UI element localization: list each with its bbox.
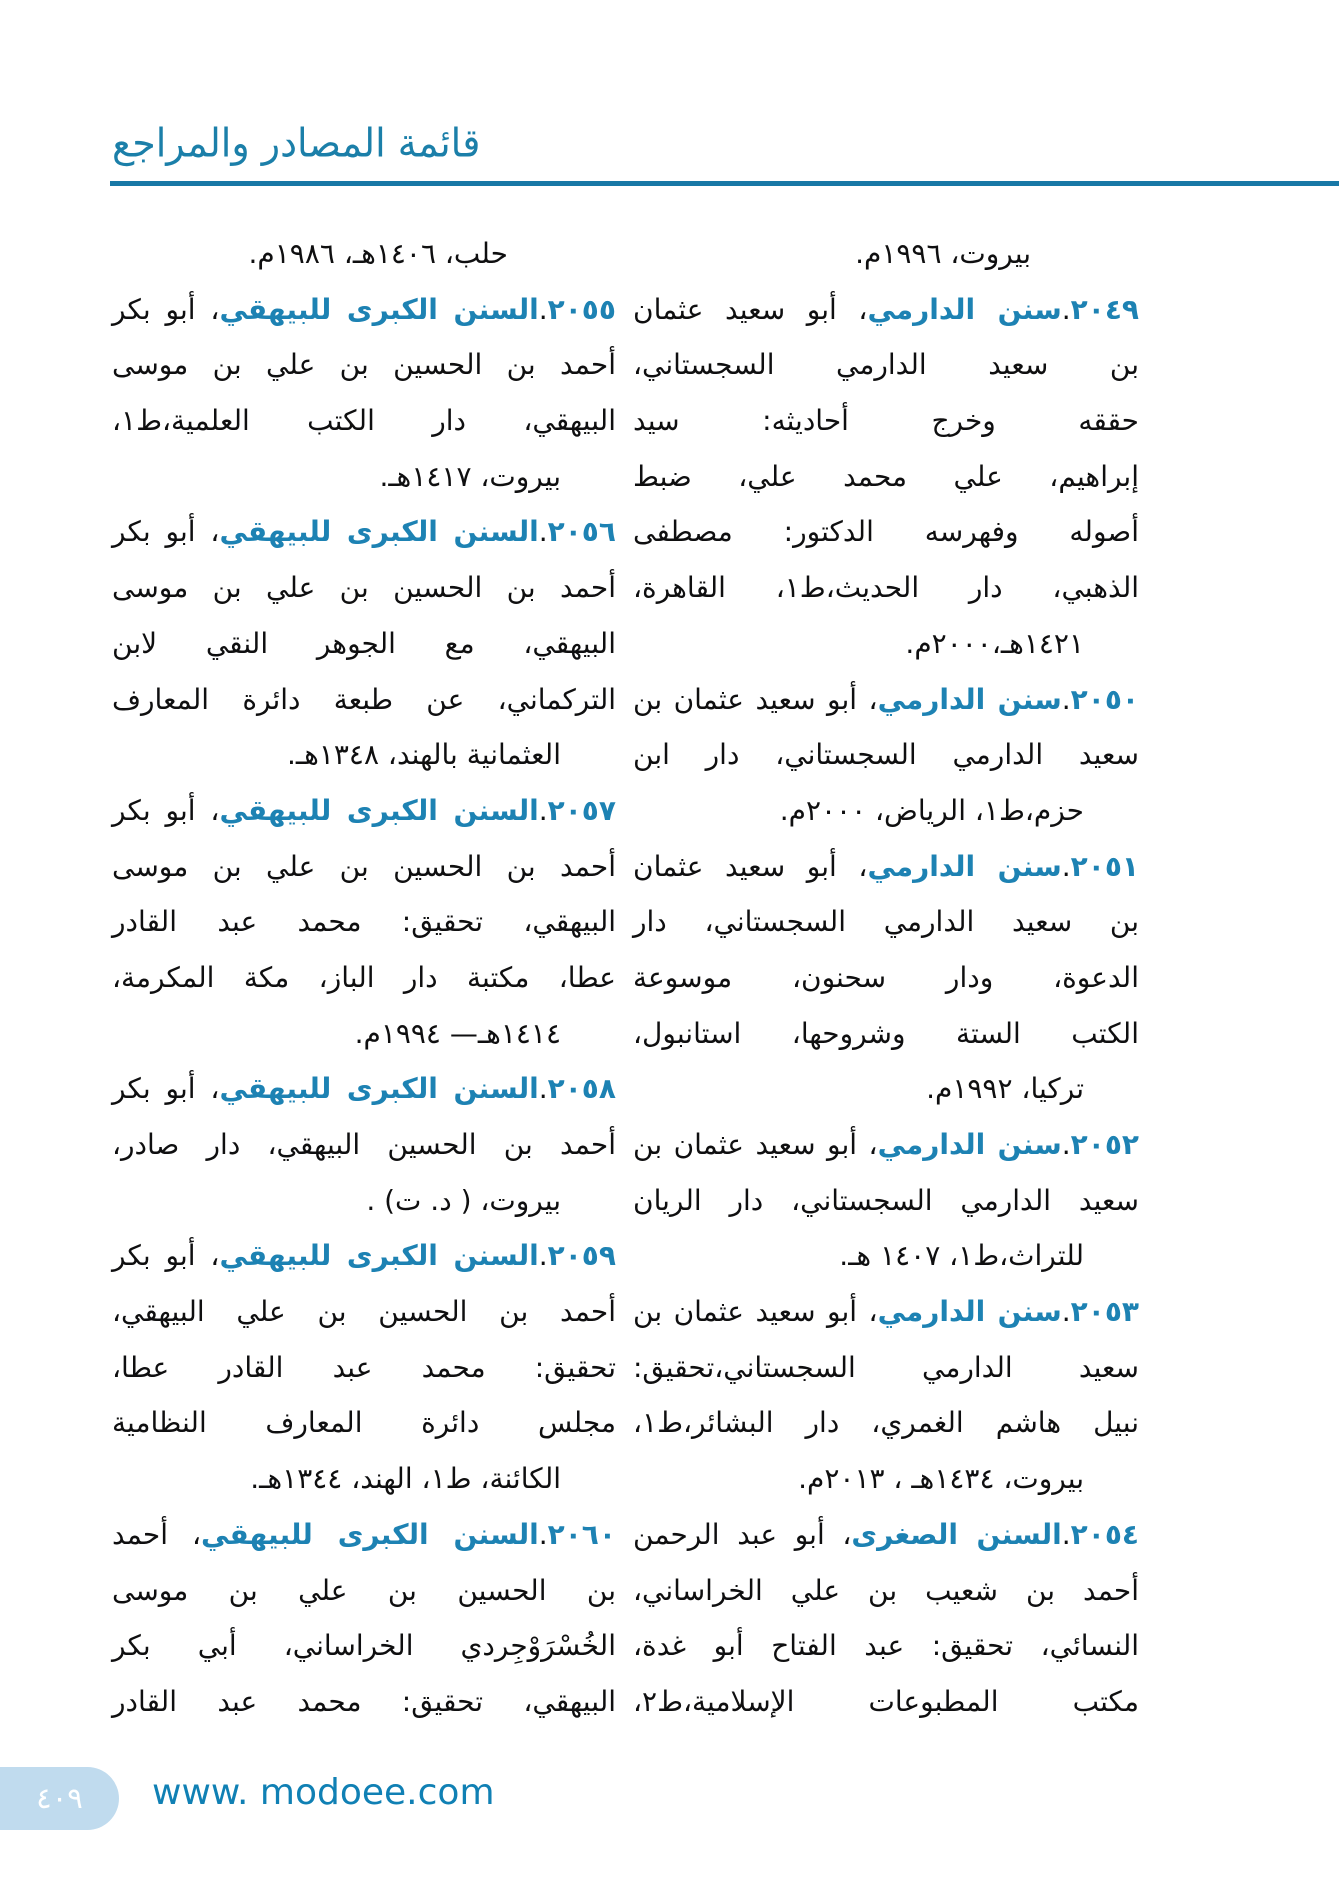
bib-text-line: ١٤٢١هـ،٢٠٠٠م. — [905, 626, 1084, 660]
entry-author-tail: ، أبو سعيد عثمان بن — [633, 1128, 878, 1161]
bib-text-line: بيروت، ١٤٣٤هـ ، ٢٠١٣م. — [798, 1462, 1084, 1496]
entry-author-tail: ، أبو سعيد عثمان بن — [633, 682, 878, 716]
entry-separator: . — [1061, 1517, 1071, 1551]
bib-text-line: الذهبي، دار الحديث،ط١، القاهرة، — [633, 571, 1140, 605]
bib-text-line: بن سعيد الدارمي السجستاني، دار — [633, 905, 1139, 939]
bib-entry-head-line — [633, 1117, 1139, 1173]
entry-author-tail: ، أبو بكر — [112, 1239, 220, 1273]
entry-author-tail: ، أبو بكر — [112, 292, 220, 326]
bib-text-line: للتراث،ط١، ١٤٠٧ هـ. — [839, 1239, 1084, 1273]
entry-separator: . — [1061, 682, 1071, 716]
bib-text-line: سعيد الدارمي السجستاني، دار الريان — [633, 1183, 1139, 1217]
bib-entry-head-line — [633, 1507, 1139, 1563]
bib-text-line: حلب، ١٤٠٦هـ، ١٩٨٦م. — [248, 237, 508, 270]
entry-title: سنن الدارمي — [877, 1295, 1062, 1329]
bib-text-line: حزم،ط١، الرياض، ٢٠٠٠م. — [779, 793, 1084, 827]
bib-text-line: بيروت، ١٩٩٦م. — [855, 237, 1031, 270]
entry-author-tail: ، أحمد — [112, 1517, 202, 1551]
bib-entry-head-line — [112, 504, 616, 560]
entry-author-tail: ، أبو بكر — [112, 793, 220, 827]
entry-author-tail: ، أبو سعيد عثمان بن — [633, 1295, 878, 1329]
entry-title: السنن الصغرى — [851, 1517, 1062, 1551]
bib-text-line: التركماني، عن طبعة دائرة المعارف — [112, 682, 616, 716]
entry-number: ٢٠٤٩ — [1070, 292, 1140, 326]
entry-number: ٢٠٦٠ — [547, 1517, 616, 1551]
entry-separator: . — [538, 515, 548, 549]
entry-number: ٢٠٥٤ — [1070, 1517, 1139, 1551]
entry-title: السنن الكبرى للبيهقي — [219, 793, 539, 827]
bib-text-line: العثمانية بالهند، ١٣٤٨هـ. — [286, 738, 561, 772]
bib-text-line: أحمد بن الحسين بن علي بن موسى — [112, 571, 616, 605]
header-divider-rule — [110, 181, 1339, 186]
bib-text-line: الكتب الستة وشروحها، استانبول، — [633, 1016, 1139, 1050]
entry-title: السنن الكبرى للبيهقي — [219, 515, 539, 549]
bib-entry-head-line — [633, 1284, 1139, 1340]
bib-text-line: أحمد بن شعيب بن علي الخراساني، — [633, 1573, 1139, 1607]
bib-text-line: أحمد بن الحسين بن علي بن موسى — [112, 348, 616, 382]
entry-separator: . — [538, 292, 548, 326]
entry-author-tail: ، أبو سعيد عثمان — [633, 292, 868, 326]
bib-text-line: أحمد بن الحسين البيهقي، دار صادر، — [112, 1128, 616, 1161]
entry-separator: . — [1061, 292, 1071, 326]
bib-entry-head-line — [112, 1507, 616, 1563]
entry-title: السنن الكبرى للبيهقي — [219, 292, 539, 326]
bib-text-line: نبيل هاشم الغمري، دار البشائر،ط١، — [633, 1406, 1139, 1440]
bib-text-line: أحمد بن الحسين بن علي البيهقي، — [112, 1295, 616, 1329]
entry-title: سنن الدارمي — [867, 292, 1062, 326]
entry-separator: . — [538, 793, 548, 827]
page-header-title: قائمة المصادر والمراجع — [112, 120, 481, 166]
entry-number: ٢٠٥١ — [1070, 849, 1140, 883]
bib-text-line: تحقيق: محمد عبد القادر عطا، — [112, 1350, 616, 1384]
bibliography-column-right — [633, 226, 1139, 1730]
entry-title: السنن الكبرى للبيهقي — [219, 1072, 539, 1106]
entry-number: ٢٠٥٧ — [547, 793, 616, 827]
bib-text-line: عطا، مكتبة دار الباز، مكة المكرمة، — [112, 960, 616, 994]
bib-text-line: البيهقي، دار الكتب العلمية،ط١، — [112, 404, 616, 438]
bib-text-line: مجلس دائرة المعارف النظامية — [112, 1406, 616, 1440]
bib-text-line: ١٤١٤هـ— ١٩٩٤م. — [354, 1016, 561, 1050]
entry-author-tail: ، أبو بكر — [112, 1072, 220, 1106]
bib-text-line: إبراهيم، علي محمد علي، ضبط — [633, 459, 1139, 493]
bib-text-line: الخُسْرَوْجِردي الخراساني، أبي بكر — [112, 1629, 616, 1663]
bib-text-line: بيروت، ١٤١٧هـ. — [379, 459, 561, 493]
page-number-badge: ٤٠٩ — [0, 1767, 119, 1830]
bib-entry-head-line — [633, 282, 1139, 338]
bib-text-line: البيهقي، تحقيق: محمد عبد القادر — [112, 905, 616, 939]
entry-author-tail: ، أبو سعيد عثمان — [633, 849, 868, 883]
entry-number: ٢٠٥٢ — [1070, 1128, 1139, 1161]
entry-separator: . — [538, 1072, 548, 1106]
website-url-text: www. modoee.com — [152, 1772, 495, 1813]
entry-number: ٢٠٥٠ — [1070, 682, 1139, 716]
bib-text-line: الكائنة، ط١، الهند، ١٣٤٤هـ. — [250, 1462, 561, 1496]
entry-title: السنن الكبرى للبيهقي — [201, 1517, 539, 1551]
bib-text-line: بن الحسين بن علي بن موسى — [112, 1573, 616, 1607]
entry-number: ٢٠٥٣ — [1070, 1295, 1139, 1329]
bib-text-line: تركيا، ١٩٩٢م. — [926, 1072, 1084, 1106]
entry-title: سنن الدارمي — [877, 1128, 1062, 1161]
bib-text-line: بيروت، ( د. ت) . — [366, 1183, 561, 1217]
bib-entry-head-line — [112, 1061, 616, 1117]
entry-separator: . — [1061, 1295, 1071, 1329]
bib-entry-head-line — [112, 1228, 616, 1284]
entry-number: ٢٠٥٥ — [547, 292, 616, 326]
bib-text-line: البيهقي، تحقيق: محمد عبد القادر — [112, 1684, 616, 1718]
bib-entry-head-line — [633, 672, 1139, 728]
bib-text-line: الدعوة، ودار سحنون، موسوعة — [633, 960, 1139, 994]
bib-text-line: سعيد الدارمي السجستاني، دار ابن — [633, 738, 1139, 772]
entry-title: السنن الكبرى للبيهقي — [219, 1239, 539, 1273]
entry-number: ٢٠٥٨ — [547, 1072, 616, 1106]
bib-text-line: سعيد الدارمي السجستاني،تحقيق: — [633, 1350, 1139, 1384]
bib-text-line: حققه وخرج أحاديثه: سيد — [633, 404, 1139, 438]
bib-text-line: أحمد بن الحسين بن علي بن موسى — [112, 849, 616, 883]
entry-author-tail: ، أبو عبد الرحمن — [633, 1517, 852, 1551]
bib-text-line: أصوله وفهرسه الدكتور: مصطفى — [633, 515, 1139, 549]
entry-author-tail: ، أبو بكر — [112, 515, 220, 549]
bib-text-line: النسائي، تحقيق: عبد الفتاح أبو غدة، — [633, 1629, 1139, 1663]
entry-separator: . — [538, 1239, 548, 1273]
bib-entry-head-line — [112, 783, 616, 839]
entry-title: سنن الدارمي — [877, 682, 1062, 716]
entry-separator: . — [538, 1517, 548, 1551]
bib-text-line: البيهقي، مع الجوهر النقي لابن — [112, 626, 616, 660]
entry-title: سنن الدارمي — [867, 849, 1062, 883]
bib-entry-head-line — [633, 839, 1139, 895]
entry-number: ٢٠٥٦ — [547, 515, 616, 549]
entry-separator: . — [1061, 849, 1071, 883]
bib-text-line: بن سعيد الدارمي السجستاني، — [633, 348, 1139, 382]
bibliography-column-left — [112, 226, 616, 1730]
entry-number: ٢٠٥٩ — [547, 1239, 616, 1273]
entry-separator: . — [1061, 1128, 1071, 1161]
bib-text-line: مكتب المطبوعات الإسلامية،ط٢، — [633, 1684, 1139, 1718]
bib-entry-head-line — [112, 282, 616, 338]
